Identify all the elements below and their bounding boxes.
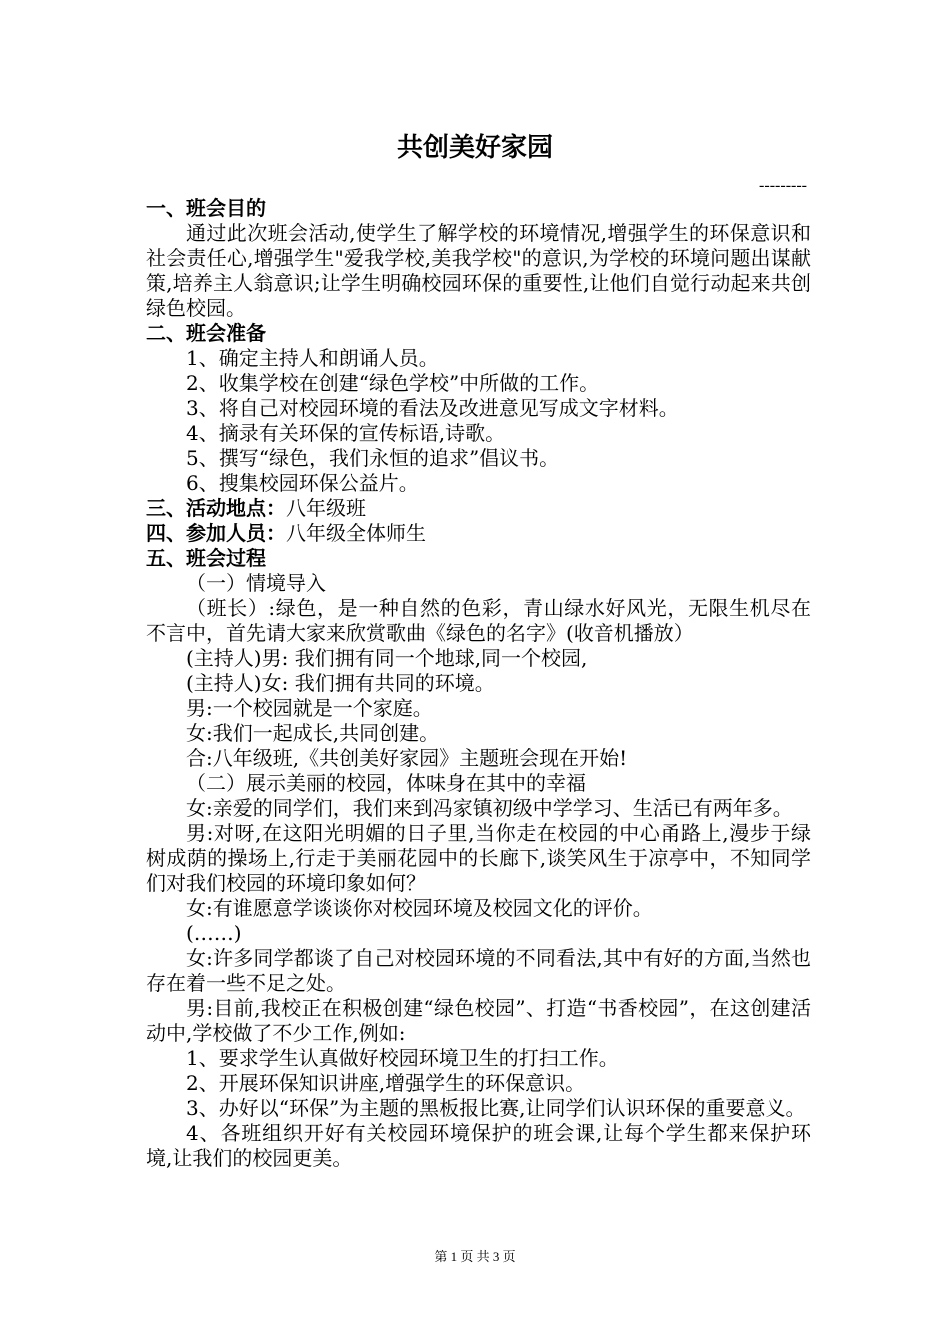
paragraph: 女:许多同学都谈了自己对校园环境的不同看法,其中有好的方面,当然也存在着一些不足之处。 [146, 946, 811, 995]
section-value: 八年级全体师生 [286, 521, 426, 545]
list-item: 2、收集学校在创建“绿色学校”中所做的工作。 [186, 371, 600, 395]
paragraph: 男:对呀,在这阳光明媚的日子里,当你走在校园的中心甬路上,漫步于绿树成荫的操场上,行走于美丽花园中的长廊下,谈笑风生于凉亭中，不知同学们对我们校园的环境印象如何？ [146, 821, 811, 895]
paragraph: (主持人)女: 我们拥有共同的环境。 [186, 671, 495, 695]
section-heading: 五、班会过程 [146, 546, 266, 570]
subsection-heading: （二）展示美丽的校园，体味身在其中的幸福 [186, 771, 586, 795]
section-label: 四、参加人员： [146, 521, 286, 545]
page-footer: 第 1 页 共 3 页 [434, 1249, 516, 1264]
section-value: 八年级班 [286, 496, 366, 520]
paragraph: (……) [186, 921, 242, 945]
paragraph: 男:目前,我校正在积极创建“绿色校园”、打造“书香校园”，在这创建活动中,学校做了不少工作,例如: [146, 996, 811, 1045]
labeled-line [146, 496, 811, 521]
list-item: 3、办好以“环保”为主题的黑板报比赛,让同学们认识环保的重要意义。 [186, 1096, 806, 1120]
list-item: 2、开展环保知识讲座,增强学生的环保意识。 [186, 1071, 586, 1095]
paragraph: (主持人)男: 我们拥有同一个地球,同一个校园, [186, 646, 588, 670]
list-item: 5、撰写“绿色，我们永恒的追求”倡议书。 [186, 446, 560, 470]
section-label: 三、活动地点： [146, 496, 286, 520]
list-item: 4、各班组织开好有关校园环境保护的班会课,让每个学生都来保护环境,让我们的校园更美。 [146, 1121, 811, 1170]
list-item: 3、将自己对校园环境的看法及改进意见写成文字材料。 [186, 396, 679, 420]
section-heading: 二、班会准备 [146, 321, 266, 345]
list-item: 4、摘录有关环保的宣传标语,诗歌。 [186, 421, 506, 445]
paragraph: 合:八年级班,《共创美好家园》主题班会现在开始! [186, 746, 628, 770]
paragraph: 女:亲爱的同学们，我们来到冯家镇初级中学学习、生活已有两年多。 [186, 796, 793, 820]
paragraph: 女:有谁愿意学谈谈你对校园环境及校园文化的评价。 [186, 896, 653, 920]
paragraph: 通过此次班会活动,使学生了解学校的环境情况,增强学生的环保意识和社会责任心,增强学生"爱我学校,美我学校"的意识,为学校的环境问题出谋献策,培养主人翁意识;让学生明确校园环保的重要性,让他们自觉行动起来共创绿色校园。 [146, 221, 811, 320]
paragraph: 女:我们一起成长,共同创建。 [186, 721, 440, 745]
paragraph: （班长）:绿色，是一种自然的色彩，青山绿水好风光，无限生机尽在不言中，首先请大家来欣赏歌曲《绿色的名字》(收音机播放） [146, 596, 811, 645]
document-title: 共创美好家园 [396, 133, 553, 163]
document-body [146, 196, 811, 1171]
subsection-heading: （一）情境导入 [186, 571, 326, 595]
dash-line: --------- [759, 177, 807, 194]
labeled-line [146, 521, 811, 546]
list-item: 1、要求学生认真做好校园环境卫生的打扫工作。 [186, 1046, 619, 1070]
list-item: 1、确定主持人和朗诵人员。 [186, 346, 439, 370]
section-heading: 一、班会目的 [146, 196, 266, 220]
list-item: 6、搜集校园环保公益片。 [186, 471, 419, 495]
paragraph: 男:一个校园就是一个家庭。 [186, 696, 433, 720]
